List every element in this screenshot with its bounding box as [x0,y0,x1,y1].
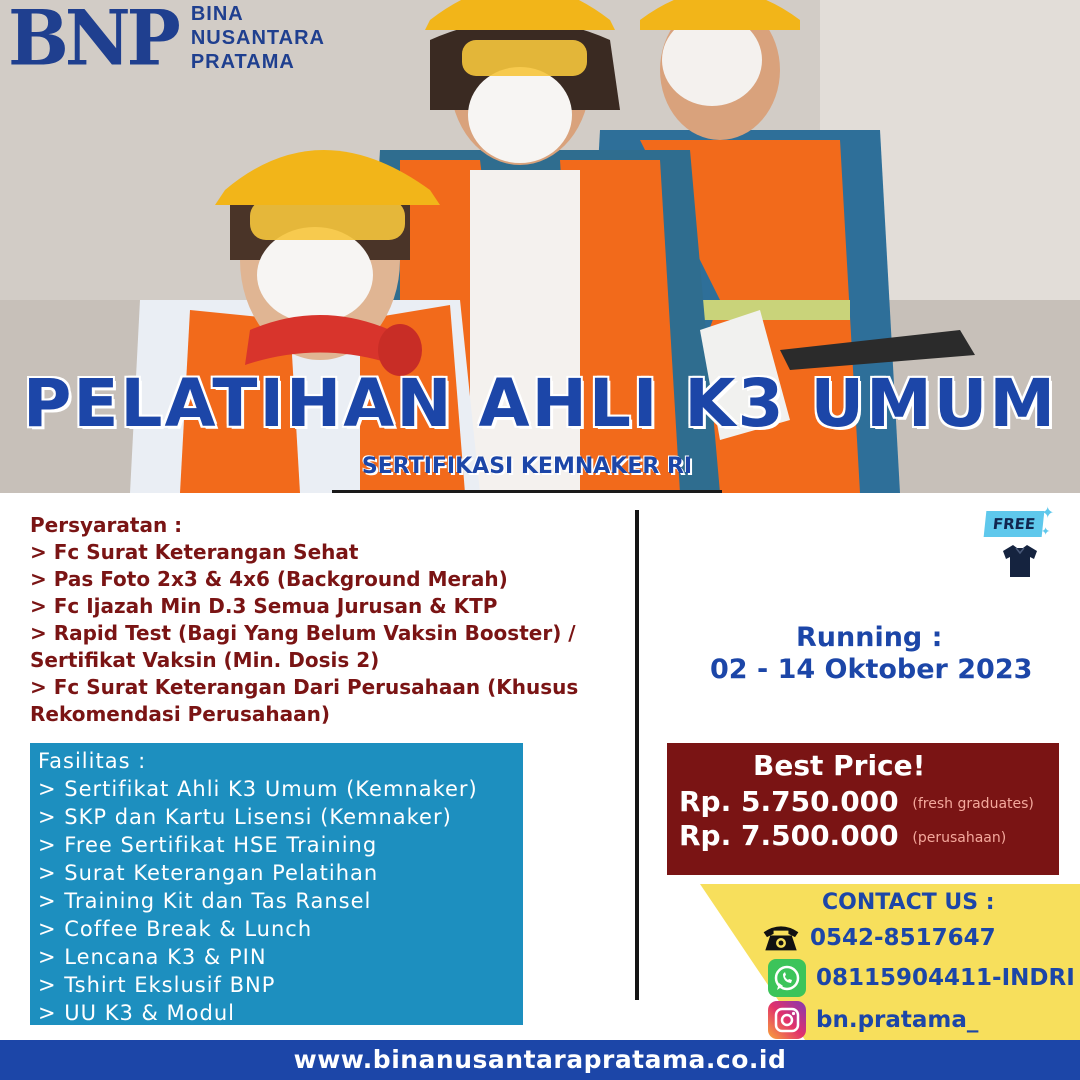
price-amount: Rp. 7.500.000 [679,819,899,852]
facility-item: > Coffee Break & Lunch [38,917,313,941]
facility-item: > Tshirt Ekslusif BNP [38,973,276,997]
facility-item: > SKP dan Kartu Lisensi (Kemnaker) [38,805,452,829]
website-url[interactable]: www.binanusantarapratama.co.id [0,1040,1080,1080]
requirement-item: > Fc Surat Keterangan Dari Perusahaan (Khusus [30,675,579,699]
requirements-heading: Persyaratan : [30,513,183,537]
price-box [667,743,1059,875]
requirement-item: Rekomendasi Perusahaan) [30,702,330,726]
contact-instagram[interactable] [768,1001,978,1039]
running-dates: 02 - 14 Oktober 2023 [710,654,1033,685]
requirement-item: > Fc Ijazah Min D.3 Semua Jurusan & KTP [30,594,498,618]
facilities-heading: Fasilitas : [38,749,147,773]
price-row-company [679,819,1006,855]
price-amount: Rp. 5.750.000 [679,785,899,818]
price-row-fresh-graduates [679,785,1034,821]
page-subtitle: SERTIFIKASI KEMNAKER RI [332,450,722,493]
requirement-item: > Pas Foto 2x3 & 4x6 (Background Merah) [30,567,508,591]
free-label: FREE [984,511,1045,537]
instagram-icon [768,1001,806,1039]
sparkle-icon: ✦ [1041,503,1055,522]
running-label: Running : [796,622,943,653]
phone-number: 0542-8517647 [810,925,996,951]
logo-mark: BNP [8,0,177,83]
telephone-icon [762,919,800,957]
requirement-item: > Rapid Test (Bagi Yang Belum Vaksin Booster) / [30,621,576,645]
logo-line: NUSANTARA [190,27,325,49]
vertical-divider [635,510,639,1000]
facility-item: > UU K3 & Modul [38,1001,235,1025]
running-schedule [690,622,1060,686]
facilities-box [30,743,523,1025]
requirement-item: Sertifikat Vaksin (Min. Dosis 2) [30,648,380,672]
contact-title: CONTACT US : [822,890,995,915]
free-tshirt-badge [983,503,1055,583]
facility-item: > Surat Keterangan Pelatihan [38,861,379,885]
logo-wordmark [191,2,325,74]
tshirt-icon [1001,543,1039,579]
price-note: (fresh graduates) [912,796,1034,812]
instagram-handle: bn.pratama_ [816,1007,979,1033]
logo-line: BINA [190,3,244,25]
brand-logo [8,0,325,83]
sparkle-icon: ✦ [1041,525,1051,538]
facility-item: > Lencana K3 & PIN [38,945,267,969]
page-title: PELATIHAN AHLI K3 UMUM [22,365,1058,442]
facility-item: > Free Sertifikat HSE Training [38,833,378,857]
contact-whatsapp[interactable] [768,959,1075,997]
logo-line: PRATAMA [190,51,295,73]
price-note: (perusahaan) [912,830,1007,846]
price-title: Best Price! [753,749,926,782]
facility-item: > Sertifikat Ahli K3 Umum (Kemnaker) [38,777,478,801]
requirement-item: > Fc Surat Keterangan Sehat [30,540,359,564]
whatsapp-number: 08115904411-INDRI [816,965,1075,991]
facility-item: > Training Kit dan Tas Ransel [38,889,372,913]
whatsapp-icon [768,959,806,997]
hero-banner [0,0,1080,493]
requirements-section [30,512,630,728]
contact-phone[interactable] [762,919,996,957]
